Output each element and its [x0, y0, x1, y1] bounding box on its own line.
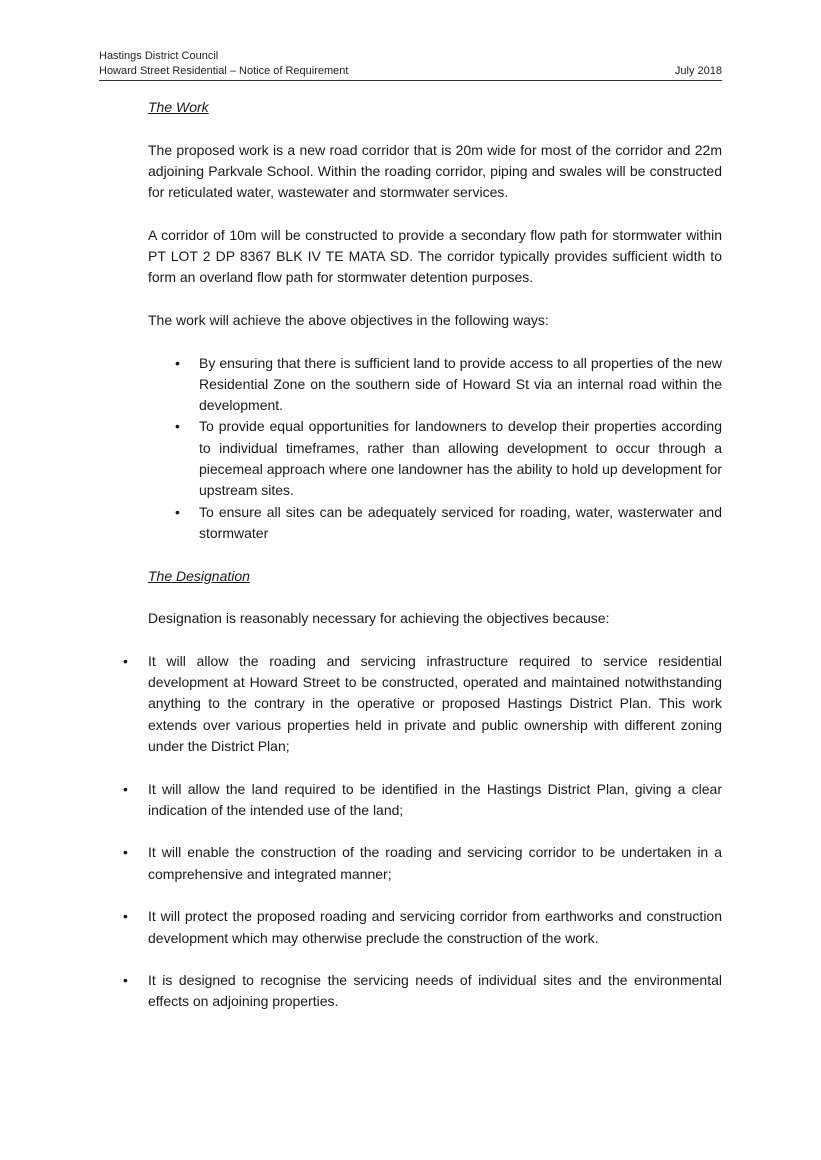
list-item: • To ensure all sites can be adequately serviced for roading, water, wasterwater and stormwater [148, 502, 722, 545]
list-item: • By ensuring that there is sufficient land to provide access to all properties of the new Residential Zone on the southern side of Howard St via an internal road within the development. [148, 353, 722, 417]
section-heading-work: The Work [148, 99, 209, 115]
list-item: • It will allow the roading and servicing infrastructure required to service residential development at Howard Street to be constructed, operated and maintained notwithstanding anything to the contrary in the operative or proposed Hastings District Plan. This work extends over various properties held in private and public ownership with different zoning under the District Plan; [123, 651, 722, 757]
list-item: • It is designed to recognise the servicing needs of individual sites and the environmental effects on adjoining properties. [123, 970, 722, 1013]
document-body [148, 97, 722, 1034]
header-title-row [99, 64, 722, 81]
page-header [99, 49, 722, 81]
list-item: • It will enable the construction of the roading and servicing corridor to be undertaken in a comprehensive and integrated manner; [123, 842, 722, 885]
work-paragraph: The proposed work is a new road corridor that is 20m wide for most of the corridor and 22m adjoining Parkvale School. Within the roading corridor, piping and swales will be constructed for reticulated water, wastewater and stormwater services. [148, 141, 722, 201]
designation-intro: Designation is reasonably necessary for achieving the objectives because: [148, 610, 610, 627]
work-bullet-list [148, 353, 722, 545]
list-item: • It will allow the land required to be identified in the Hastings District Plan, giving a clear indication of the intended use of the land; [123, 779, 722, 822]
work-paragraph: A corridor of 10m will be constructed to provide a secondary flow path for stormwater within PT LOT 2 DP 8367 BLK IV TE MATA SD. The corridor typically provides sufficient width to form an overland flow path for stormwater detention purposes. [148, 226, 722, 286]
designation-bullet-list [123, 651, 722, 1013]
header-document-title: Howard Street Residential – Notice of Requirement [99, 65, 349, 77]
list-item: • To provide equal opportunities for landowners to develop their properties according to individual timeframes, rather than allowing development to occur through a piecemeal approach where one landowner has the ability to hold up development for upstream sites. [148, 416, 722, 501]
work-paragraph: The work will achieve the above objectives in the following ways: [148, 311, 549, 328]
header-date: July 2018 [674, 65, 722, 77]
list-item: • It will protect the proposed roading and servicing corridor from earthworks and construction development which may otherwise preclude the construction of the work. [123, 906, 722, 949]
header-organization: Hastings District Council [99, 50, 219, 62]
section-heading-designation: The Designation [148, 567, 250, 584]
